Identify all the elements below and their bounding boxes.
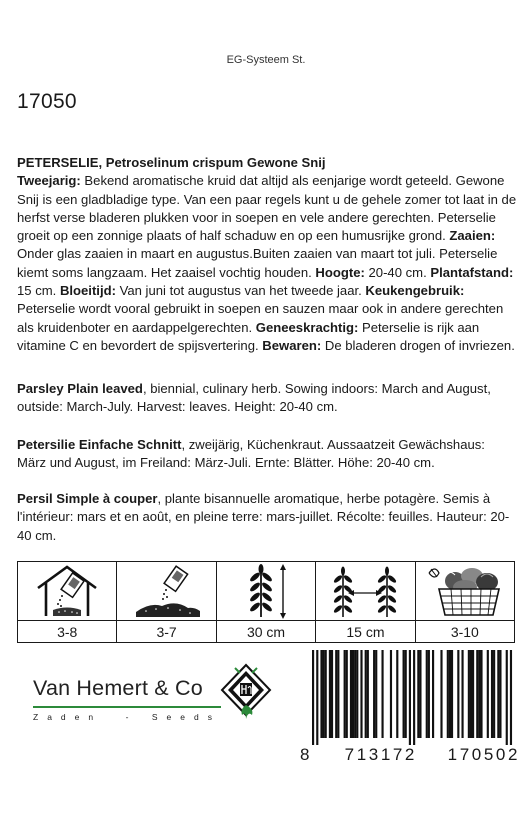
barcode-bar xyxy=(457,650,459,738)
barcode-bar xyxy=(440,650,442,738)
barcode-bar xyxy=(426,650,428,738)
label-zaaien: Zaaien: xyxy=(449,228,496,244)
icon-label: 3-10 xyxy=(450,623,479,640)
barcode-bar xyxy=(367,650,369,738)
sow-indoors-icon xyxy=(32,564,102,618)
barcode-bar xyxy=(396,650,398,738)
dutch-description xyxy=(17,154,517,355)
plant-height-icon xyxy=(231,563,301,619)
barcode-guard-bar xyxy=(312,650,314,745)
barcode-bar xyxy=(352,650,354,738)
barcode-bar xyxy=(449,650,451,738)
icon-cell-plant-height xyxy=(217,562,316,642)
german-text: , zweijärig, Küchenkraut. Aussaatzeit Gewächshaus: März und August, im Freiland: März-Juli. Ernte: Blätter. Höhe: 20-40 cm. xyxy=(17,437,485,471)
sow-outdoors-icon xyxy=(132,564,202,618)
text-geneeskrachtig: Peterselie is rijk aan vitamine C en bevordert de spijsvertering. xyxy=(17,319,480,353)
barcode-bar xyxy=(403,650,405,738)
french-name: Persil Simple à couper xyxy=(17,491,158,506)
barcode-guard-bar xyxy=(510,650,512,745)
barcode-bar xyxy=(432,650,434,738)
tagline-zaden: Zaden xyxy=(33,712,103,722)
barcode-bar xyxy=(325,650,327,738)
label-bewaren: Bewaren: xyxy=(262,337,322,353)
label-keukengebruik: Keukengebruik: xyxy=(365,283,465,299)
label-plantafstand: Plantafstand: xyxy=(430,264,514,280)
barcode-bar xyxy=(373,650,375,738)
barcode-bar xyxy=(468,650,470,738)
text-zaaien: Onder glas zaaien in maart en augustus.Buiten zaaien van maart tot juli. Peterselie kiemt soms langzaam. Het zaaisel vochtig houden. xyxy=(17,246,498,280)
icon-label: 3-7 xyxy=(156,623,177,640)
label-tweejarig: Tweejarig: xyxy=(17,173,81,189)
label-hoogte: Hoogte: xyxy=(315,264,365,280)
brand-underline xyxy=(33,706,221,708)
barcode-bar xyxy=(461,650,463,738)
barcode-bar xyxy=(337,650,339,738)
barcode-bar xyxy=(447,650,449,738)
barcode-bar xyxy=(499,650,501,738)
barcode-bar xyxy=(478,650,480,738)
barcode-bar xyxy=(428,650,430,738)
barcode-number xyxy=(300,745,520,765)
english-text: , biennial, culinary herb. Sowing indoors: March and August, outside: March-July. Harvest: leaves. Height: 20-40 cm. xyxy=(17,381,491,415)
text-hoogte: 20-40 cm. xyxy=(364,264,431,280)
barcode-bar xyxy=(356,650,358,738)
barcode-guard-bar xyxy=(413,650,415,745)
barcode-bar xyxy=(360,650,362,738)
barcode-bar xyxy=(320,650,322,738)
german-description xyxy=(17,436,517,473)
barcode-bar xyxy=(487,650,489,738)
barcode-bar xyxy=(476,650,478,738)
barcode-bar xyxy=(451,650,453,738)
barcode-bar xyxy=(419,650,421,738)
brand-name: Van Hemert & Co xyxy=(33,676,203,700)
text-bewaren: De bladeren drogen of invriezen. xyxy=(321,337,515,353)
barcode-bar xyxy=(417,650,419,738)
barcode-bar xyxy=(480,650,482,738)
tagline-separator: - xyxy=(125,712,129,722)
harvest-basket-icon xyxy=(425,563,505,619)
icon-cell-sow-outdoors xyxy=(117,562,216,642)
brand-tagline xyxy=(33,712,221,722)
barcode-bar xyxy=(491,650,493,738)
dutch-title: PETERSELIE, Petroselinum crispum Gewone Snij xyxy=(17,155,326,170)
barcode-bar xyxy=(381,650,383,738)
barcode-bar xyxy=(331,650,333,738)
text-tweejarig: Bekend aromatische kruid dat altijd als eenjarige wordt geteeld. Gewone Snij is een gladbladige type. Van een paar regels kunt u de gehele zomer tot laat in de herfst verse bladeren plukken voor in soepen en vele andere gerechten. Peterselie groeit op een zonnige plaats of half schaduw en op een humusrijke grond. xyxy=(17,173,517,244)
tagline-seeds: Seeds xyxy=(151,712,221,722)
barcode-bar xyxy=(350,650,352,738)
barcode-guard-bar xyxy=(506,650,508,745)
barcode-first-digit: 8 xyxy=(300,745,310,764)
barcode-bar xyxy=(323,650,325,738)
english-description xyxy=(17,380,517,417)
cultivation-icons-strip xyxy=(17,561,515,643)
ean-barcode xyxy=(300,650,520,745)
german-name: Petersilie Einfache Schnitt xyxy=(17,437,182,452)
barcode-bar xyxy=(335,650,337,738)
label-bloeitijd: Bloeitijd: xyxy=(59,283,116,299)
barcode-bar xyxy=(405,650,407,738)
barcode-bar xyxy=(390,650,392,738)
english-name: Parsley Plain leaved xyxy=(17,381,143,396)
barcode-bar xyxy=(365,650,367,738)
certification-label: EG-Systeem St. xyxy=(226,54,306,66)
barcode-bar xyxy=(493,650,495,738)
barcode-bar xyxy=(346,650,348,738)
brand-emblem-logo xyxy=(220,663,272,721)
icon-cell-plant-spacing xyxy=(316,562,415,642)
barcode-guard-bar xyxy=(409,650,411,745)
text-keukengebruik: Peterselie wordt vooral gebruikt in soepen en sauzen maar ook in andere gerechten als kruidenboter en aardappelgerechten. xyxy=(17,301,504,335)
barcode-bar xyxy=(354,650,356,738)
barcode-guard-bar xyxy=(316,650,318,745)
label-geneeskrachtig: Geneeskrachtig: xyxy=(255,319,359,335)
barcode-bar xyxy=(375,650,377,738)
barcode-group-left: 713172 xyxy=(344,745,417,764)
barcode-group-right: 170502 xyxy=(447,745,520,764)
icon-cell-harvest xyxy=(416,562,514,642)
french-description xyxy=(17,490,517,545)
icon-label: 15 cm xyxy=(346,623,385,640)
barcode-bar xyxy=(497,650,499,738)
icon-label: 3-8 xyxy=(57,623,78,640)
barcode-bar xyxy=(329,650,331,738)
barcode-bar xyxy=(470,650,472,738)
article-number: 17050 xyxy=(17,90,77,113)
icon-cell-sow-indoors xyxy=(18,562,117,642)
text-bloeitijd: Van juni tot augustus van het tweede jaar. xyxy=(115,283,366,299)
icon-label: 30 cm xyxy=(246,623,286,640)
barcode-bar xyxy=(344,650,346,738)
text-plantafstand: 15 cm. xyxy=(17,283,60,299)
barcode-bar xyxy=(472,650,474,738)
french-text: , plante bisannuelle aromatique, herbe potagère. Semis à l'intérieur: mars et en août, en pleine terre: mars-juillet. Récolte: feuilles. Hauteur: 20-40 cm. xyxy=(17,491,510,543)
plant-spacing-icon xyxy=(330,563,400,619)
